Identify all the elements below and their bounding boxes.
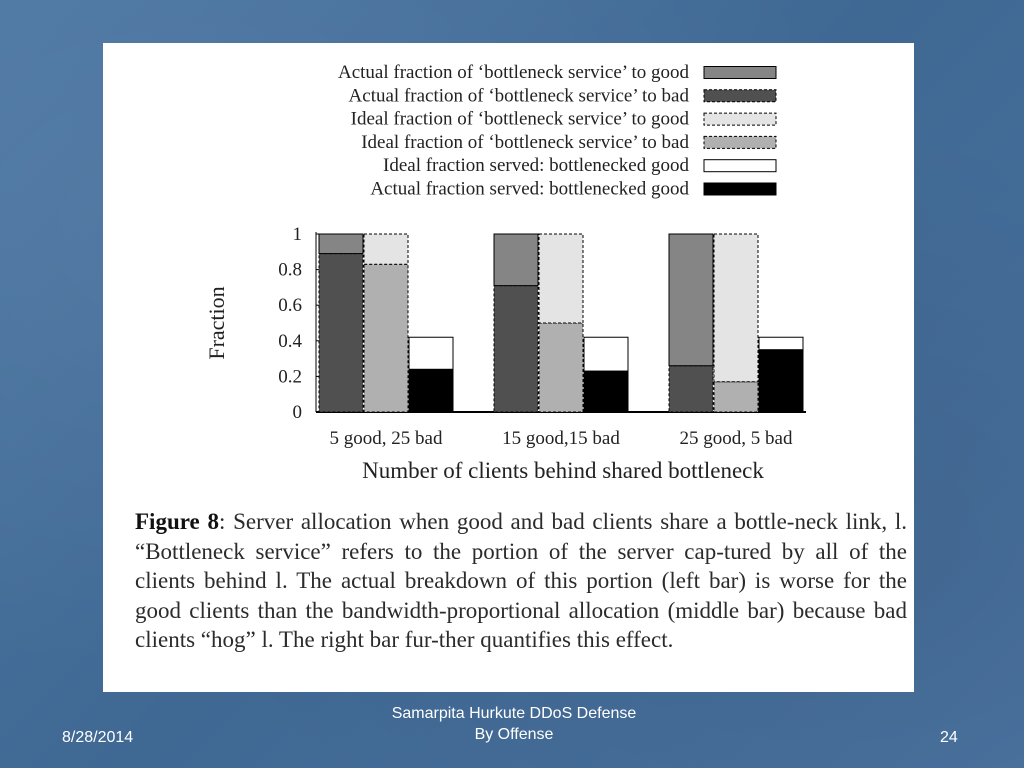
bar-ideal-to-bad-1 (539, 323, 583, 412)
bar-actual-to-good-1 (494, 234, 538, 286)
bar-actual-to-good-0 (319, 234, 363, 254)
legend-swatch-2 (704, 113, 776, 125)
legend-swatch-4 (704, 160, 776, 172)
legend-swatch-3 (704, 136, 776, 148)
figure-panel (103, 43, 914, 692)
y-tick-label-2: 0.4 (278, 330, 302, 352)
caption-label: Figure 8 (135, 509, 219, 534)
y-tick-label-1: 0.2 (278, 366, 302, 388)
bar-group-2 (669, 234, 803, 412)
x-axis-label: Number of clients behind shared bottleneck (362, 458, 764, 483)
x-tick-label-0: 5 good, 25 bad (329, 428, 443, 449)
bar-ideal-to-bad-2 (714, 382, 758, 412)
legend-label-2: Ideal fraction of ‘bottleneck service’ to good (350, 108, 689, 130)
bar-actual-to-bad-0 (319, 254, 363, 412)
bar-ideal-to-bad-0 (364, 264, 408, 412)
bar-ideal-to-good-1 (539, 234, 583, 323)
chart-bars (319, 234, 803, 412)
legend-swatch-5 (704, 183, 776, 195)
legend-label-0: Actual fraction of ‘bottleneck service’ to good (337, 62, 689, 83)
caption-text: : Server allocation when good and bad clients share a bottle-neck link, l. “Bottleneck service” refers to the portion of the server cap-tured by all of the clients behind l. The actual breakdown of this portion (left bar) is worse for the good clients than the bandwidth-proportional allocation (middle bar) because bad clients “hog” l. The right bar fur-ther quantifies this effect. (135, 509, 907, 652)
bar-group-1 (494, 234, 628, 412)
legend-label-4: Ideal fraction served: bottlenecked good (383, 155, 689, 177)
y-tick-label-4: 0.8 (278, 259, 302, 281)
y-tick-label-5: 1 (292, 224, 302, 245)
footer-title-line1: Samarpita Hurkute DDoS Defense (391, 705, 637, 722)
x-tick-label-2: 25 good, 5 bad (679, 428, 793, 449)
bar-actual-served-1 (584, 371, 628, 412)
figure-caption (135, 507, 907, 655)
bar-actual-to-bad-2 (669, 366, 713, 412)
slide-number: 24 (940, 729, 958, 746)
legend-label-1: Actual fraction of ‘bottleneck service’ to bad (348, 85, 689, 107)
bar-actual-served-2 (759, 350, 803, 412)
bar-chart (103, 43, 914, 503)
y-tick-label-3: 0.6 (278, 295, 302, 317)
legend-label-5: Actual fraction served: bottlenecked good (370, 178, 689, 200)
bar-actual-served-0 (409, 369, 453, 412)
x-tick-label-1: 15 good,15 bad (502, 428, 620, 449)
legend-swatch-0 (704, 67, 776, 79)
footer-title (355, 703, 673, 745)
footer-date: 8/28/2014 (62, 729, 134, 746)
bar-actual-to-good-2 (669, 234, 713, 366)
chart-legend (338, 62, 776, 200)
legend-label-3: Ideal fraction of ‘bottleneck service’ to bad (361, 131, 689, 153)
bar-ideal-to-good-2 (714, 234, 758, 382)
bar-group-0 (319, 234, 453, 412)
bar-ideal-to-good-0 (364, 234, 408, 264)
bar-actual-to-bad-1 (494, 286, 538, 412)
legend-swatch-1 (704, 90, 776, 102)
footer-title-line2: By Offense (474, 726, 554, 743)
y-tick-label-0: 0 (292, 402, 302, 423)
y-axis-label: Fraction (204, 286, 229, 360)
